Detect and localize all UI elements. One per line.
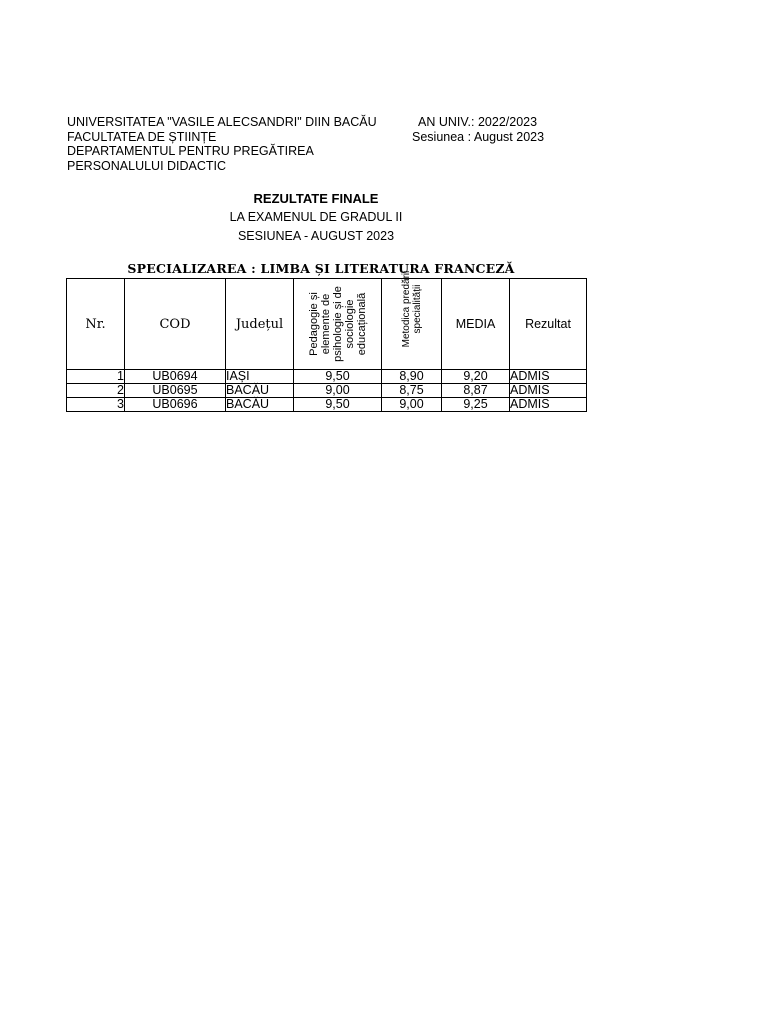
cell-metodica: 8,90	[382, 370, 442, 384]
header-metodica	[382, 270, 442, 370]
cell-cod: UB0695	[125, 384, 226, 398]
academic-year: AN UNIV.: 2022/2023	[418, 115, 538, 129]
cell-metodica: 8,75	[382, 384, 442, 398]
header-rezultat: Rezultat	[510, 279, 587, 370]
cell-metodica: 9,00	[382, 398, 442, 412]
table-row	[67, 370, 587, 384]
cell-nr: 1	[67, 370, 125, 384]
cell-media: 9,20	[442, 370, 510, 384]
cell-cod: UB0696	[125, 398, 226, 412]
header-nr: Nr.	[67, 279, 125, 370]
header-pedagogie	[294, 279, 382, 370]
header-judet: Județul	[226, 279, 294, 370]
session-label: Sesiunea : August 2023	[412, 129, 545, 144]
university-name: UNIVERSITATEA "VASILE ALECSANDRI" DIIN BACĂU	[67, 115, 377, 129]
header-cod: COD	[125, 279, 226, 370]
cell-nr: 2	[67, 384, 125, 398]
department-name: DEPARTAMENTUL PENTRU PREGĂTIREA	[67, 144, 314, 158]
cell-rezultat: ADMIS	[510, 384, 587, 398]
department-name-cont: PERSONALULUI DIDACTIC	[67, 158, 227, 173]
cell-media: 9,25	[442, 398, 510, 412]
cell-pedagogie: 9,50	[294, 398, 382, 412]
faculty-name: FACULTATEA DE ȘTIINȚE	[67, 129, 217, 144]
header-pedagogie-label: Pedagogie și elemente de psihologie și de sociologie educațională	[307, 286, 368, 362]
institution-header	[67, 115, 377, 173]
table-row	[67, 398, 587, 412]
document-subtitle: LA EXAMENUL DE GRADUL II	[229, 210, 403, 224]
cell-judet: BACĂU	[226, 398, 294, 412]
specialization-title: SPECIALIZAREA : LIMBA ȘI LITERATURA FRANCEZĂ	[127, 261, 515, 276]
document-session: SESIUNEA - AUGUST 2023	[237, 229, 395, 243]
document-title: REZULTATE FINALE	[253, 191, 379, 206]
cell-judet: BACĂU	[226, 384, 294, 398]
cell-nr: 3	[67, 398, 125, 412]
session-header	[412, 115, 544, 144]
header-media: MEDIA	[442, 279, 510, 370]
cell-judet: IAȘI	[226, 370, 294, 384]
table-row	[67, 384, 587, 398]
cell-cod: UB0694	[125, 370, 226, 384]
cell-rezultat: ADMIS	[510, 398, 587, 412]
results-table	[66, 270, 587, 412]
cell-pedagogie: 9,50	[294, 370, 382, 384]
table-header-row	[67, 279, 587, 370]
cell-media: 8,87	[442, 384, 510, 398]
header-metodica-label: Metodica predării specialității	[400, 270, 423, 348]
cell-rezultat: ADMIS	[510, 370, 587, 384]
cell-pedagogie: 9,00	[294, 384, 382, 398]
